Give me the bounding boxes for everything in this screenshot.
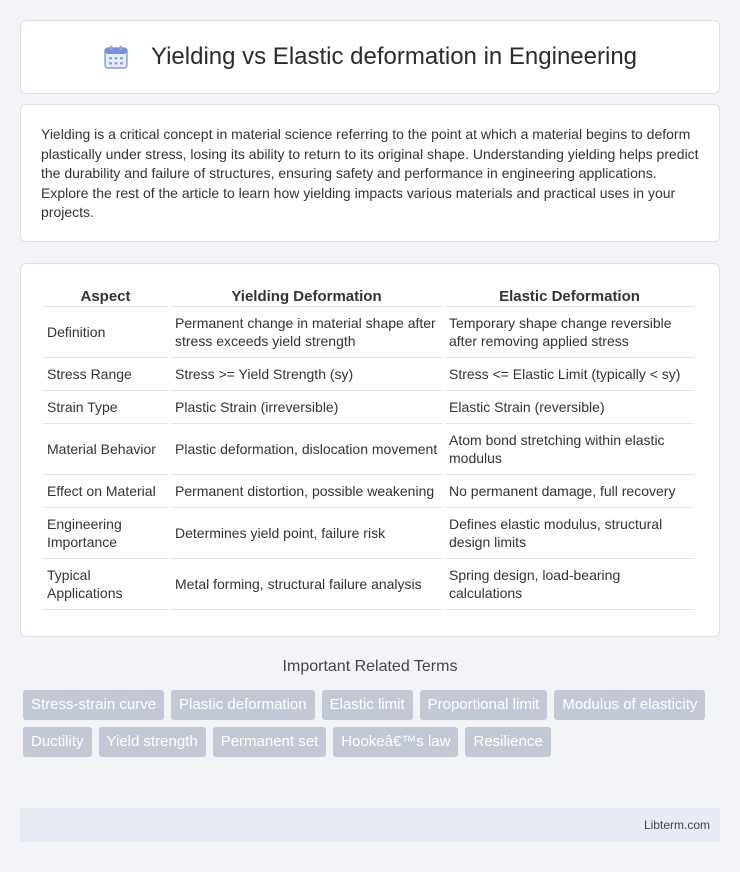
table-row xyxy=(43,391,694,424)
footer-site-link[interactable]: Libterm.com xyxy=(643,818,710,832)
cell-yielding: Permanent distortion, possible weakening xyxy=(171,475,442,508)
tag-proportional-limit[interactable]: Proportional limit xyxy=(420,690,548,720)
table-row xyxy=(43,358,694,391)
cell-aspect: Effect on Material xyxy=(43,475,168,508)
table-row xyxy=(43,307,694,358)
cell-aspect: Typical Applications xyxy=(43,559,168,610)
cell-yielding: Metal forming, structural failure analysis xyxy=(171,559,442,610)
header-yielding: Yielding Deformation xyxy=(171,286,442,307)
header-elastic: Elastic Deformation xyxy=(445,286,694,307)
header-card xyxy=(20,20,720,94)
page-title: Yielding vs Elastic deformation in Engineering xyxy=(150,43,638,70)
cell-aspect: Material Behavior xyxy=(43,424,168,475)
cell-elastic: Stress <= Elastic Limit (typically < sy) xyxy=(445,358,694,391)
tag-yield-strength[interactable]: Yield strength xyxy=(99,727,206,757)
cell-yielding: Permanent change in material shape after stress exceeds yield strength xyxy=(171,307,442,358)
table-row xyxy=(43,424,694,475)
tag-permanent-set[interactable]: Permanent set xyxy=(213,727,327,757)
related-terms-title: Important Related Terms xyxy=(282,658,458,675)
cell-aspect: Definition xyxy=(43,307,168,358)
calendar-icon xyxy=(103,44,129,70)
intro-text: Yielding is a critical concept in material science referring to the point at which a material begins to deform plastically under stress, losing its ability to return to its original shape. Understanding yielding helps predict the durability and failure of structures, ensuring safety and performance in engineering applications. Explore the rest of the article to learn how yielding impacts various materials and practical uses in your projects. xyxy=(41,126,699,220)
intro-card xyxy=(20,104,720,242)
table-row xyxy=(43,475,694,508)
tag-hookes-law[interactable]: Hookeâ€™s law xyxy=(333,727,458,757)
comparison-table xyxy=(40,286,697,610)
tag-resilience[interactable]: Resilience xyxy=(465,727,550,757)
comparison-table-card xyxy=(20,263,720,637)
table-header-row xyxy=(43,286,694,307)
cell-yielding: Stress >= Yield Strength (sy) xyxy=(171,358,442,391)
cell-aspect: Strain Type xyxy=(43,391,168,424)
table-row xyxy=(43,508,694,559)
related-terms-tags xyxy=(23,690,713,757)
footer xyxy=(20,808,720,842)
cell-yielding: Determines yield point, failure risk xyxy=(171,508,442,559)
cell-elastic: Elastic Strain (reversible) xyxy=(445,391,694,424)
cell-elastic: Spring design, load-bearing calculations xyxy=(445,559,694,610)
cell-yielding: Plastic Strain (irreversible) xyxy=(171,391,442,424)
cell-elastic: Temporary shape change reversible after removing applied stress xyxy=(445,307,694,358)
table-row xyxy=(43,559,694,610)
tag-stress-strain-curve[interactable]: Stress-strain curve xyxy=(23,690,164,720)
tag-ductility[interactable]: Ductility xyxy=(23,727,92,757)
cell-elastic: Atom bond stretching within elastic modulus xyxy=(445,424,694,475)
cell-elastic: No permanent damage, full recovery xyxy=(445,475,694,508)
header-aspect: Aspect xyxy=(43,286,168,307)
tag-elastic-limit[interactable]: Elastic limit xyxy=(322,690,413,720)
tag-modulus-of-elasticity[interactable]: Modulus of elasticity xyxy=(554,690,705,720)
cell-yielding: Plastic deformation, dislocation movement xyxy=(171,424,442,475)
cell-elastic: Defines elastic modulus, structural design limits xyxy=(445,508,694,559)
cell-aspect: Engineering Importance xyxy=(43,508,168,559)
cell-aspect: Stress Range xyxy=(43,358,168,391)
tag-plastic-deformation[interactable]: Plastic deformation xyxy=(171,690,315,720)
